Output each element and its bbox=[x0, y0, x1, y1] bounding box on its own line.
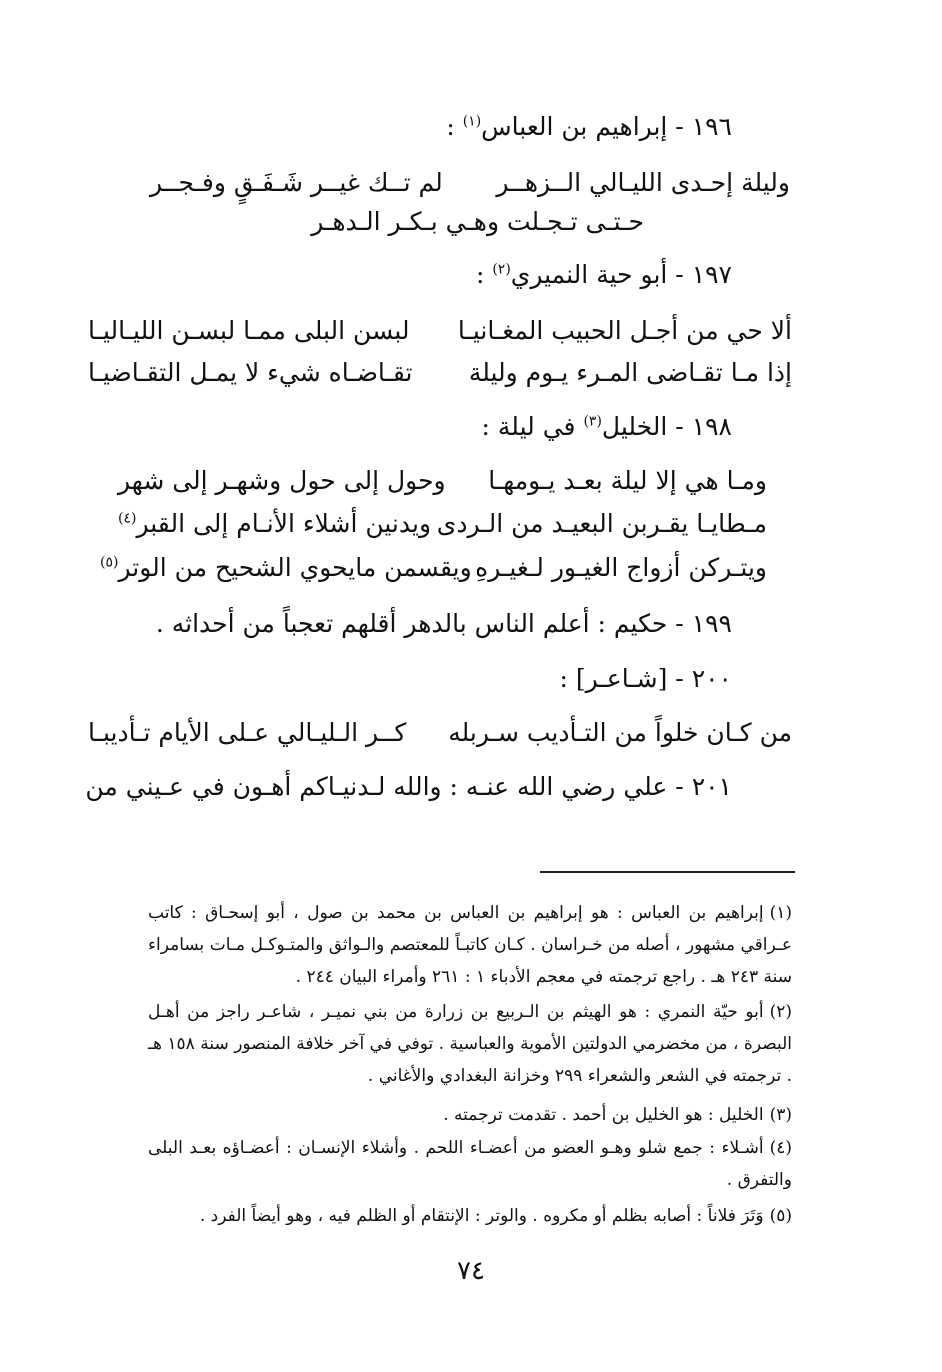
entry-196-colon: : bbox=[446, 112, 463, 141]
entry-196-heading bbox=[446, 112, 732, 141]
verse-198-2-first-hemistich: مـطايـا يقـربن البعيـد من الـردى bbox=[436, 509, 767, 538]
verse-197-2-first-hemistich: إذا مـا تقـاضى المـرء يـوم وليلة bbox=[468, 358, 792, 387]
verse-198-3-second-hemistich bbox=[100, 553, 472, 582]
footnote-ref-5: (٥) bbox=[100, 554, 119, 571]
footnote-ref-3: (٣) bbox=[583, 413, 602, 430]
entry-201-text: ٢٠١ - علي رضي الله عنـه : والله لـدنيـاكم أهـون في عـيني من bbox=[85, 772, 732, 801]
footnote-4-number: (٤) bbox=[769, 1138, 792, 1158]
verse-198-2-text: ويدنين أشلاء الأنـام إلى القبر bbox=[136, 509, 432, 538]
verse-196-2: حـتـى تـجـلت وهـي بـكـر الـدهـر bbox=[311, 207, 644, 236]
verse-197-1-second-hemistich: لبسن البلى ممـا لبسـن الليـاليـا bbox=[88, 316, 410, 345]
footnote-1 bbox=[148, 897, 792, 993]
footnote-ref-2: (٢) bbox=[492, 261, 511, 278]
footnote-5 bbox=[148, 1200, 792, 1232]
footnote-2-number: (٢) bbox=[769, 1002, 792, 1022]
verse-198-1-second-hemistich: وحول إلى حول وشهـر إلى شهر bbox=[118, 466, 446, 495]
entry-198-title-rest: في ليلة : bbox=[481, 412, 584, 441]
footnote-4-text: أشـلاء : جمع شلو وهـو العضو من أعضـاء اللحم . وأشلاء الإنسـان : أعضـاؤه بعـد البلى والتفرق . bbox=[148, 1138, 792, 1190]
footnote-ref-4: (٤) bbox=[118, 510, 137, 527]
entry-197-heading bbox=[476, 260, 732, 289]
verse-196-1-first-hemistich: وليلة إحـدى الليـالي الــزهــر bbox=[496, 168, 790, 197]
verse-196-1-second-hemistich: لم تــك غيــر شَـفَـقٍ وفـجــر bbox=[150, 168, 443, 197]
entry-200-heading: ٢٠٠ - [شـاعـر] : bbox=[559, 664, 732, 693]
verse-200-1-first-hemistich: من كـان خلواً من التـأديب سـربله bbox=[448, 718, 792, 747]
footnote-separator bbox=[540, 871, 795, 873]
footnote-ref-1: (١) bbox=[462, 113, 482, 130]
footnote-3 bbox=[148, 1099, 792, 1131]
footnote-1-text: إبراهيم بن العباس : هو إبراهيم بن العباس بن محمد بن صول ، أبو إسحـاق : كاتب عـراقي مشهور ، أصله من خـراسان . كـان كاتبـاً للمعتصم والـواثق والمتـوكـل مـات بسامراء سنة ٢٤٣ هـ . راجع ترجمته في معجم الأدباء ١ : ٢٦١ وأمراء البيان ٢٤٤ . bbox=[148, 903, 792, 987]
footnote-1-number: (١) bbox=[769, 903, 792, 923]
entry-197-title: ١٩٧ - أبو حية النميري bbox=[510, 260, 732, 289]
entry-198-heading bbox=[482, 412, 732, 441]
verse-197-2-second-hemistich: تقـاضـاه شيء لا يمـل التقـاضيـا bbox=[88, 358, 413, 387]
entry-197-colon: : bbox=[475, 260, 493, 289]
page-number: ٧٤ bbox=[457, 1256, 485, 1286]
verse-198-2-second-hemistich bbox=[118, 509, 431, 538]
verse-197-1-first-hemistich: ألا حي من أجـل الحبيب المغـانيـا bbox=[457, 316, 792, 345]
verse-198-3-text: ويقسمن مايحوي الشحيح من الوتر bbox=[118, 553, 472, 582]
footnote-3-text: الخليل : هو الخليل بن أحمد . تقدمت ترجمته . bbox=[443, 1105, 764, 1125]
footnote-5-number: (٥) bbox=[769, 1206, 792, 1226]
footnote-5-text: وَتَرَ فلاناً : أصابه بظلم أو مكروه . والوتر : الإنتقام أو الظلم فيه ، وهو أيضاً الفرد . bbox=[199, 1206, 764, 1226]
entry-198-title: ١٩٨ - الخليل bbox=[601, 412, 732, 441]
entry-196-title: ١٩٦ - إبراهيم بن العباس bbox=[481, 112, 732, 141]
footnote-2 bbox=[148, 996, 792, 1092]
entry-199-text: ١٩٩ - حكيم : أعلم الناس بالدهر أقلهم تعجباً من أحداثه . bbox=[155, 609, 732, 638]
verse-198-3-first-hemistich: ويتـركن أزواج الغيـور لـغيـرهِ bbox=[475, 553, 767, 582]
footnote-4 bbox=[148, 1132, 792, 1196]
verse-200-1-second-hemistich: كــر الـليـالي عـلى الأيام تـأديبـا bbox=[88, 718, 407, 747]
footnote-3-number: (٣) bbox=[769, 1105, 792, 1125]
footnote-2-text: أبو حيّة النمري : هو الهيثم بن الـربيع بن زرارة من بني نميـر ، شاعـر راجز من أهـل البصرة ، من مخضرمي الدولتين الأموية والعباسية . توفي في آخر خلافة المنصور سنة ١٥٨ هـ . ترجمته في الشعر والشعراء ٢٩٩ وخزانة البغدادي والأغاني . bbox=[148, 1002, 792, 1086]
verse-198-1-first-hemistich: ومـا هي إلا ليلة بعـد يـومهـا bbox=[488, 466, 767, 495]
